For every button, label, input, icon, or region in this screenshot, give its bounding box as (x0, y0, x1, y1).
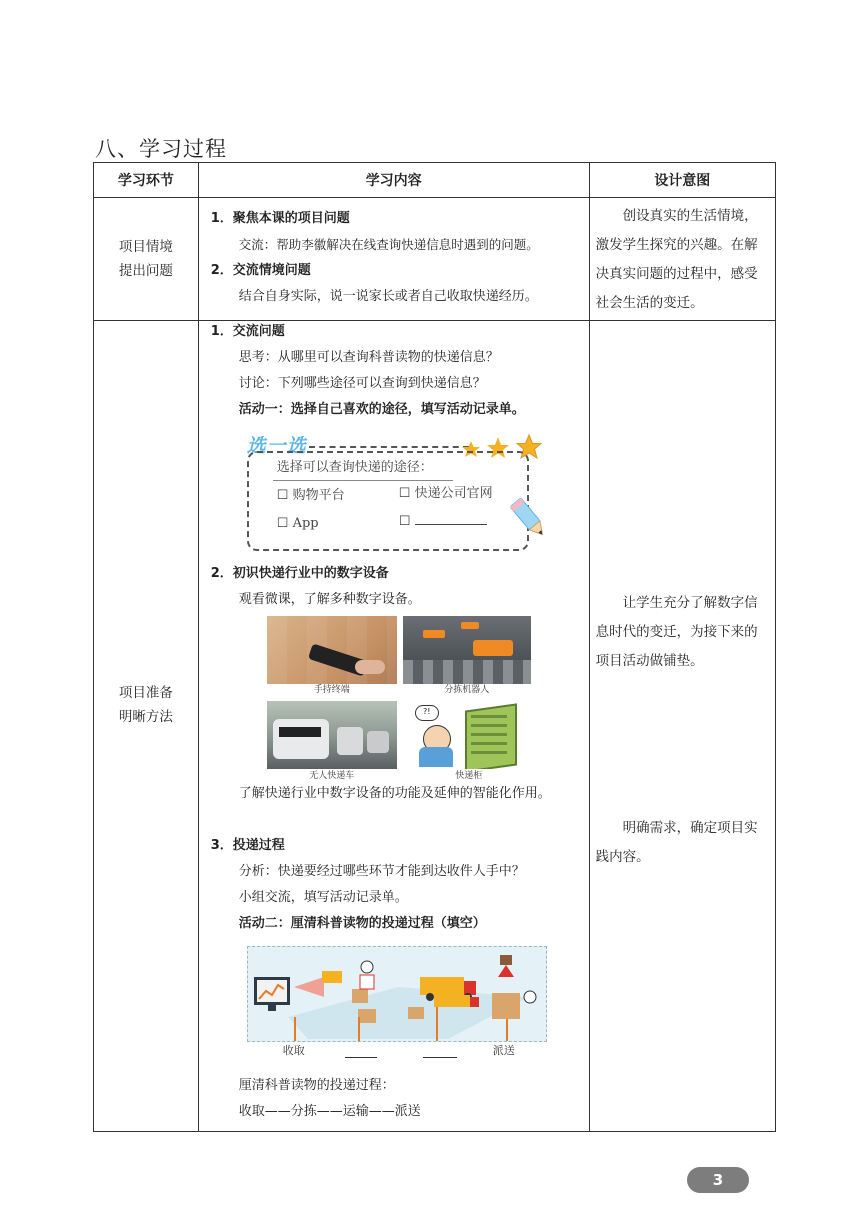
connector-line (358, 1017, 360, 1041)
device-caption: 快递柜 (455, 771, 483, 781)
choose-option-blank[interactable]: ☐ (399, 509, 487, 535)
intent-cell (589, 321, 775, 1132)
stage-line: 提出问题 (118, 263, 173, 279)
header-content: 学习内容 (198, 163, 589, 198)
s1-title: 1．交流问题 (210, 324, 285, 339)
s2-title: 2．初识快递行业中的数字设备 (210, 566, 389, 581)
option-label: App (292, 516, 319, 531)
s2-text: 观看微课，了解多种数字设备。 (238, 592, 421, 607)
stage-cell (94, 198, 199, 321)
option-label: 快递公司官网 (414, 486, 493, 501)
device-caption: 无人快递车 (309, 771, 355, 781)
table-row (94, 198, 776, 321)
content-heading: 1．聚焦本课的项目问题 (210, 211, 350, 226)
content-cell (198, 321, 589, 1132)
s1-discuss: 讨论：下列哪些途径可以查询到快递信息？ (238, 376, 486, 391)
intent-cell (589, 198, 775, 321)
s1-think: 思考：从哪里可以查询科普读物的快递信息？ (238, 350, 499, 365)
choose-option[interactable]: ☐ 购物平台 (276, 488, 345, 503)
s3-summary-1: 厘清科普读物的投递过程： (238, 1078, 395, 1093)
choose-card (247, 433, 547, 551)
header-intent: 设计意图 (589, 163, 775, 198)
device-image (403, 616, 531, 684)
stage-line: 项目准备 (118, 685, 173, 701)
stage-line: 明晰方法 (118, 709, 173, 725)
table-row (94, 321, 776, 1132)
process-illustration (247, 946, 547, 1042)
intent-text: 让学生充分了解数字信息时代的变迁，为接下来的项目活动做铺垫。 (595, 595, 758, 669)
table-header-row (94, 163, 776, 198)
device-image (267, 616, 397, 684)
process-scene (248, 947, 546, 1041)
device-caption: 分拣机器人 (444, 685, 490, 695)
choose-option[interactable]: ☐ 快递公司官网 (398, 486, 493, 501)
choose-option[interactable]: ☐ App (276, 516, 319, 531)
process-label: 派送 (492, 1044, 515, 1057)
option-label: 购物平台 (292, 488, 345, 503)
s2-after: 了解快递行业中数字设备的功能及延伸的智能化作用。 (238, 786, 551, 801)
connector-line (436, 1007, 438, 1041)
content-text: 结合自身实际，说一说家长或者自己收取快递经历。 (238, 289, 538, 304)
choose-badge-line (309, 446, 469, 448)
s3-activity: 活动二：厘清科普读物的投递过程（填空） (238, 916, 486, 931)
s3-title: 3．投递过程 (210, 838, 285, 853)
s3-summary-2: 收取——分拣——运输——派送 (238, 1104, 421, 1119)
s1-activity: 活动一：选择自己喜欢的途径，填写活动记录单。 (238, 402, 525, 417)
stage-cell (94, 321, 199, 1132)
s3-analysis: 分析：快递要经过哪些环节才能到达收件人手中？ (238, 864, 525, 879)
intent-text: 创设真实的生活情境，激发学生探究的兴趣。在解决真实问题的过程中，感受社会生活的变迁。 (595, 208, 758, 311)
content-heading: 2．交流情境问题 (210, 263, 311, 278)
page-number-badge: 3 (687, 1167, 749, 1193)
intent-text: 明确需求，确定项目实践内容。 (595, 820, 758, 865)
stage-line: 项目情境 (118, 239, 173, 255)
process-blank[interactable] (345, 1057, 377, 1058)
device-image (267, 701, 397, 769)
connector-line (294, 1017, 296, 1041)
connector-line (506, 1019, 508, 1041)
choose-prompt: 选择可以查询快递的途径： (276, 460, 433, 475)
s3-group: 小组交流，填写活动记录单。 (238, 890, 408, 905)
learning-process-table (93, 162, 776, 1132)
device-image: ?! (409, 701, 529, 769)
section-title: 八、学习过程 (95, 137, 227, 161)
process-label: 收取 (282, 1044, 305, 1057)
content-text: 交流：帮助李徽解决在线查询快递信息时遇到的问题。 (238, 237, 539, 252)
process-blank[interactable] (423, 1057, 457, 1058)
device-caption: 手持终端 (313, 685, 350, 695)
content-cell (198, 198, 589, 321)
choose-badge: 选一选 (246, 435, 307, 457)
header-stage: 学习环节 (94, 163, 199, 198)
pencil-icon (505, 493, 553, 541)
